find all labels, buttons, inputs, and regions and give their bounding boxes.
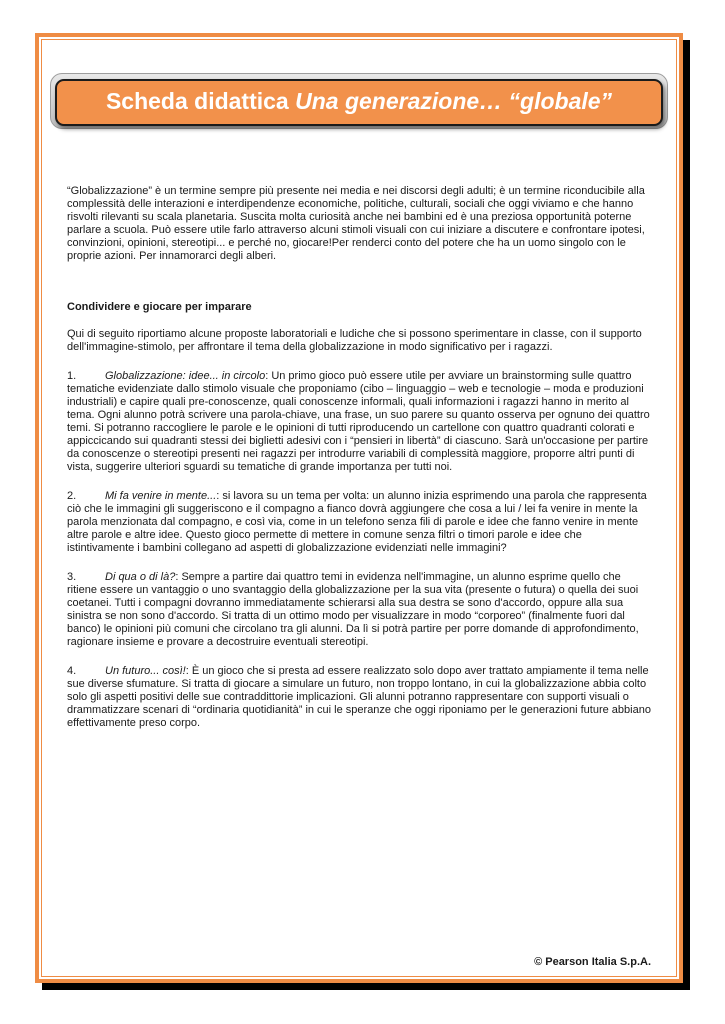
title-banner-frame <box>50 73 668 129</box>
copyright-notice: © Pearson Italia S.p.A. <box>534 956 651 968</box>
item-text: : si lavora su un tema per volta: un alunno inizia esprimendo una parola che rappresenta ciò che le immagini gli suggeriscono e il compagno a fianco dovrà aggiungere che cosa a lui / lei fa venire in mente la parola menzionata dal compagno, e così via, come in un telefono senza fili di parole e idee che fanno venire in mente altre parole e altre idee. Questo gioco permette di mettere in comune senza filtri o timori parole e idee che istintivamente i bambini collegano ad aspetti di globalizzazione evidenziati nelle immagini? <box>67 490 647 554</box>
section-heading: Condividere e giocare per imparare <box>67 301 252 313</box>
item-text: : Sempre a partire dai quattro temi in evidenza nell'immagine, un alunno esprime quello che ritiene essere un vantaggio o uno svantaggio della globalizzazione per la sua vita (presente o futura) o quella dei suoi coetanei. Tutti i compagni dovranno immediatamente schierarsi alla sua destra se sono d'accordo, oppure alla sua sinistra se non sono d'accordo. Si tratta di un ottimo modo per visualizzare in modo “corporeo” (finalmente fuori dal banco) le opinioni più comuni che circolano tra gli alunni. Da lì si potrà partire per porre domande di approfondimento, ragionare insieme e provare a decostruire eventuali stereotipi. <box>67 571 639 648</box>
item-text: : Un primo gioco può essere utile per avviare un brainstorming sulle quattro tematiche evidenziate dallo stimolo visuale che proponiamo (cibo – linguaggio – web e tecnologie – moda e produzioni industriali) e capire quali pre-conoscenze, quali conoscenze informali, quali informazioni i ragazzi hanno in merito al tema. Ogni alunno potrà scrivere una parola-chiave, una frase, un suo parere su quanto osserva per ognuno dei quattro temi. Si potranno raccogliere le parole e le opinioni di tutti riproducendo un cartellone con quattro quadranti colorati e appiccicando sui quadranti stessi dei biglietti adesivi con i “pensieri in libertà” di ciascuno. Sarà un'occasione per partire da conoscenze o stereotipi presenti nei ragazzi per introdurre variabili di complessità maggiore, proporre altri punti di vista, suggerire ulteriori sguardi su tematiche di grande importanza per tutti noi. <box>67 370 650 473</box>
item-title: Globalizzazione: idee... in circolo <box>105 370 266 382</box>
document-page <box>35 33 683 983</box>
item-number: 2. <box>67 490 77 502</box>
activity-item-1 <box>67 370 651 474</box>
item-title: Un futuro... così! <box>105 665 186 677</box>
activity-item-4 <box>67 665 651 730</box>
item-number: 1. <box>67 370 77 382</box>
section-intro-paragraph: Qui di seguito riportiamo alcune proposte laboratoriali e ludiche che si possono sperimentare in classe, con il supporto dell'immagine-stimolo, per affrontare il tema della globalizzazione in modo significativo per i ragazzi. <box>67 328 642 353</box>
document-page-inner-border <box>41 39 677 977</box>
document-body <box>42 185 676 730</box>
item-number: 4. <box>67 665 77 677</box>
item-text: : È un gioco che si presta ad essere realizzato solo dopo aver trattato ampiamente il tema nelle sue diverse sfumature. Si tratta di giocare a simulare un futuro, non troppo lontano, in cui la globalizzazione abbia colto solo gli aspetti positivi delle sue contraddittorie implicazioni. Gli alunni potranno rappresentare con supporti visuali o drammatizzare scenari di “ordinaria quotidianità” in cui le speranze che oggi riponiamo per le generazioni future abbiano effettivamente preso corpo. <box>67 665 651 729</box>
title-prefix: Scheda didattica <box>105 88 296 114</box>
item-number: 3. <box>67 571 77 583</box>
activity-item-2 <box>67 490 651 555</box>
title-banner <box>55 79 663 126</box>
item-title: Mi fa venire in mente... <box>105 490 217 502</box>
item-title: Di qua o di là? <box>105 571 176 583</box>
activity-item-3 <box>67 571 651 649</box>
intro-paragraph: “Globalizzazione” è un termine sempre più presente nei media e nei discorsi degli adulti; è un termine riconducibile alla complessità delle interazioni e interdipendenze economiche, politiche, culturali, sociali che oggi viviamo e che hanno risvolti rilevanti su scala planetaria. Suscita molta curiosità anche nei bambini ed è una preziosa opportunità poterne parlare a scuola. Può essere utile farlo attraverso alcuni stimoli visuali con cui iniziare a discutere e confrontare ipotesi, convinzioni, opinioni, stereotipi... e perché no, giocare!Per renderci conto del potere che ha un uomo singolo con le proprie azioni. Per innamorarci degli alberi. <box>67 185 645 262</box>
title-emphasis: Una generazione… “globale” <box>295 88 613 114</box>
